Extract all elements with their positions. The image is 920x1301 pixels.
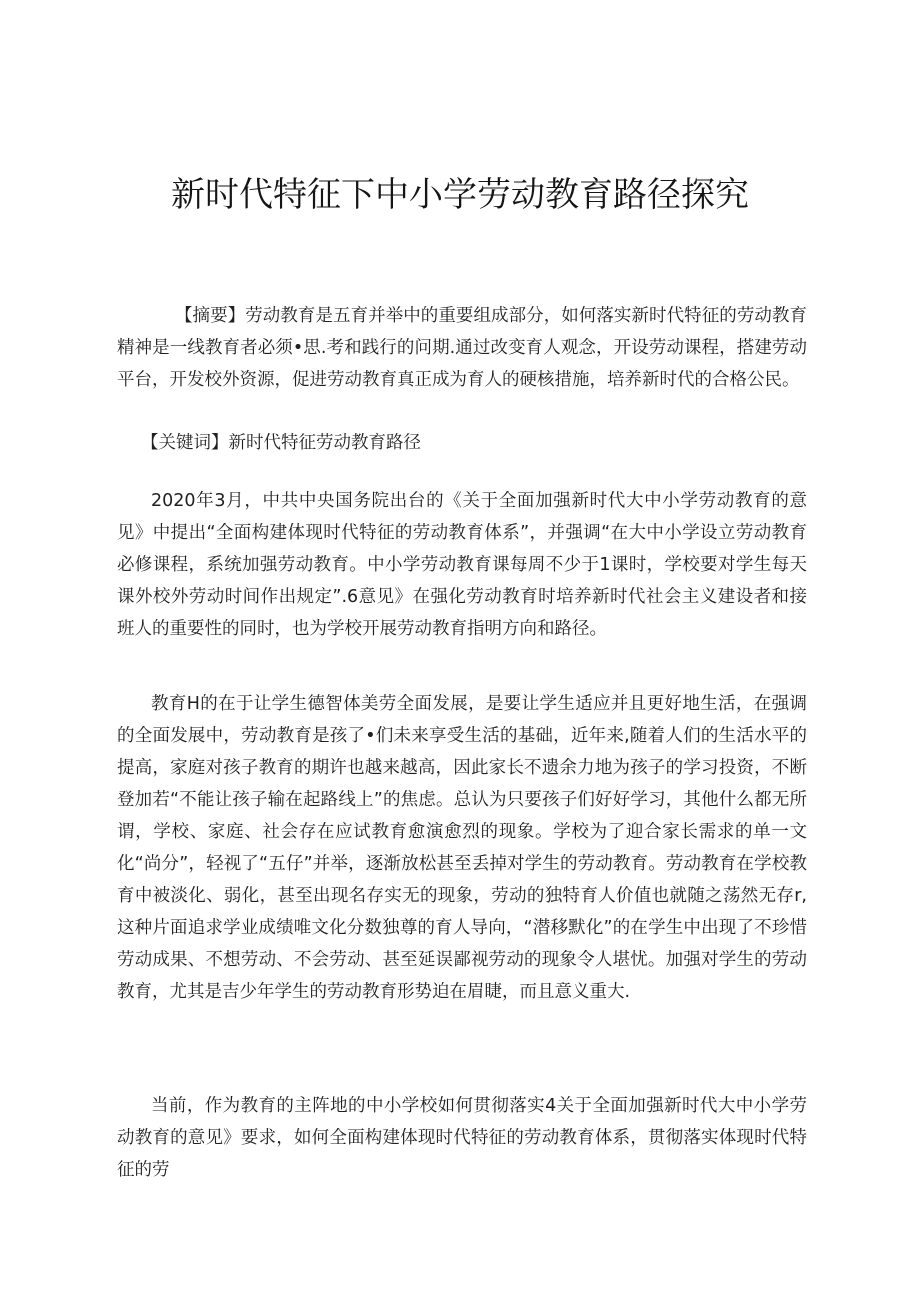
abstract-paragraph	[117, 300, 807, 396]
document-title: 新时代特征下中小学劳动教育路径探究	[171, 175, 749, 215]
abstract-label: 【摘要】	[175, 306, 246, 326]
keywords-paragraph	[117, 427, 807, 459]
keywords-label: 【关键词】	[141, 433, 229, 453]
body-paragraph-2: 教育H的在于让学生德智体美劳全面发展，是要让学生适应并且更好地生活，在强调的全面发展中，劳动教育是孩了•们未来享受生活的基础，近年来,随着人们的生活水平的提高，家庭对孩子教育的期许也越来越高，因此家长不遗余力地为孩子的学习投资，不断登加若“不能让孩子输在起路线上”的焦虑。总认为只要孩子们好好学习，其他什么都无所谓，学校、家庭、社会存在应试教育愈演愈烈的现象。学校为了迎合家长需求的单一文化“尚分”，轻视了“五仔”并举，逐渐放松甚至丢掉对学生的劳动教育。劳动教育在学校教育中被淡化、弱化，甚至出现名存实无的现象，劳动的独特育人价值也就随之荡然无存r,这种片面追求学业成绩唯文化分数独尊的育人导向，“潜移默化”的在学生中出现了不珍惜劳动成果、不想劳动、不会劳动、甚至延误鄙视劳动的现象令人堪忧。加强对学生的劳动教育，尤其是吉少年学生的劳动教育形势迫在眉睫，而且意义重大.	[117, 694, 807, 1002]
keywords-text: 新时代特征劳动教育路径	[228, 433, 421, 453]
body-paragraph-1: 2020年3月，中共中央国务院出台的《关于全面加强新时代大中小学劳动教育的意见》中提出“全面构建体现时代特征的劳动教育体系”，并强调“在大中小学设立劳动教育必修课程，系统加强劳动教育。中小学劳动教育课每周不少于1课时，学校要对学生每天课外校外劳动时间作出规定”.6意见》在强化劳动教育时培养新时代社会主义建设者和接班人的重要性的同时，也为学校开展劳动教育指明方向和路径。	[117, 491, 807, 639]
body-paragraph-3: 当前，作为教育的主阵地的中小学校如何贯彻落实4关于全面加强新时代大中小学劳动教育的意见》要求，如何全面构建体现时代特征的劳动教育体系，贯彻落实体现时代特征的劳	[117, 1096, 807, 1180]
abstract-text: 劳动教育是五育并举中的重要组成部分，如何落实新时代特征的劳动教育精神是一线教育者必须•思.考和践行的问期.通过改变育人观念，开设劳动课程，搭建劳动平台，开发校外资源，促进劳动教育真正成为育人的硬核措施，培养新时代的合格公民。	[117, 306, 808, 390]
